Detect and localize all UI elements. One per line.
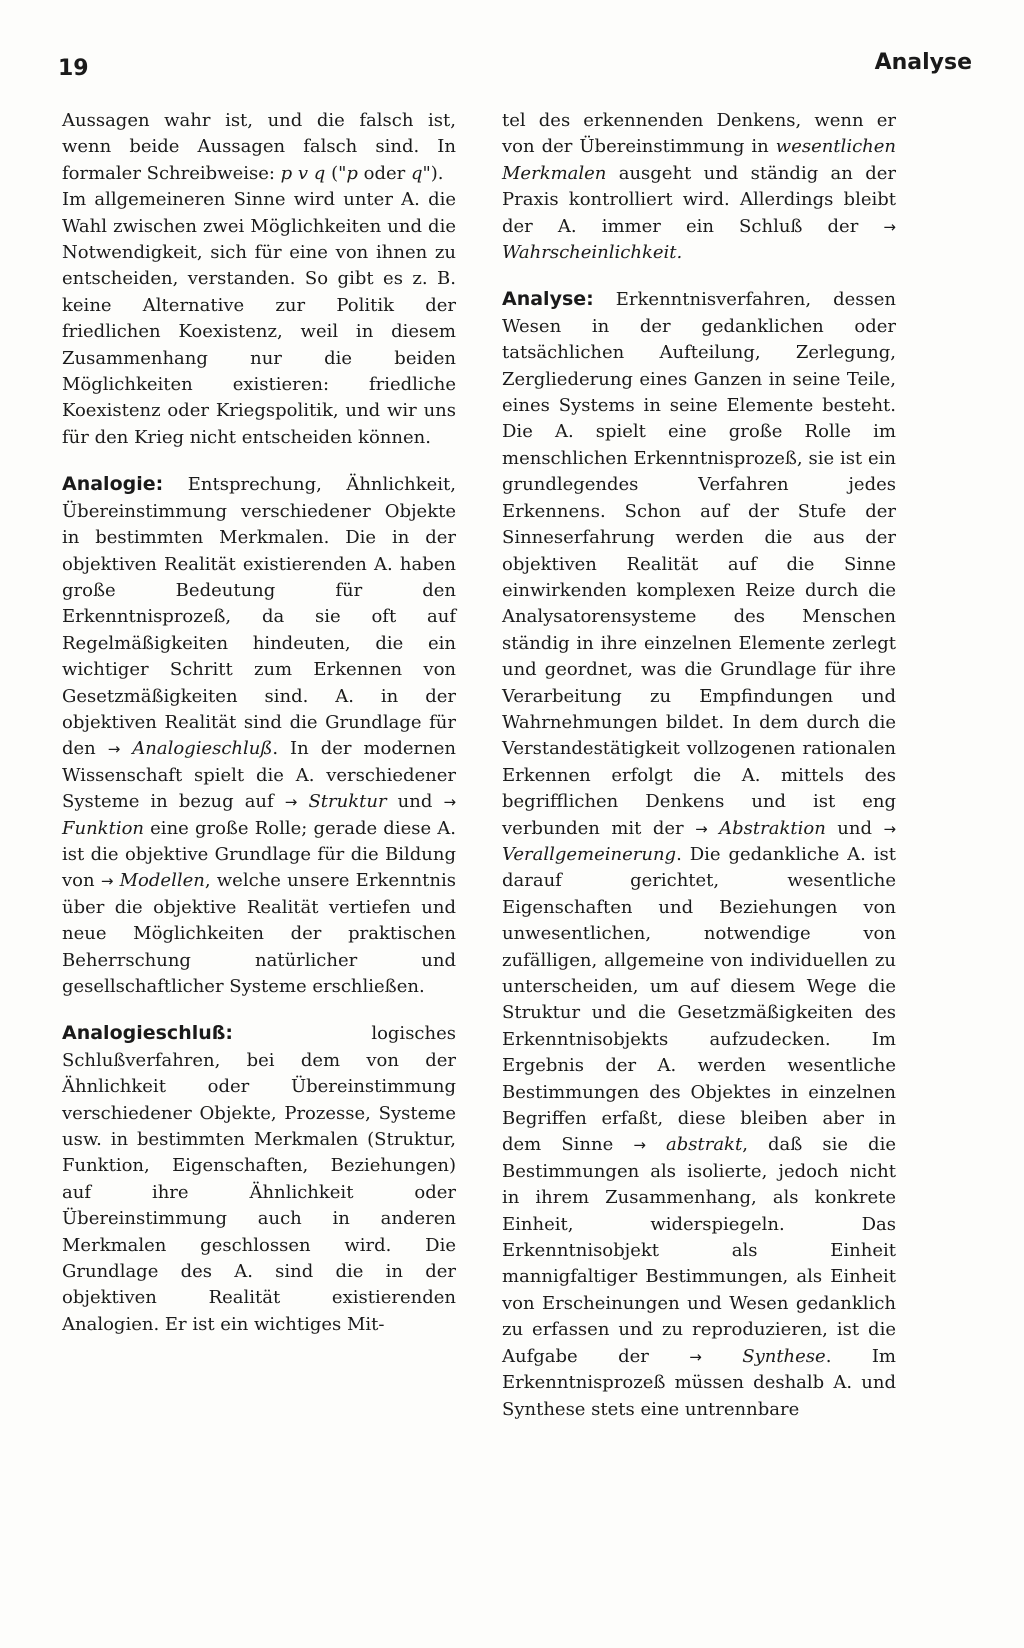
cross-reference-arrow-icon: → [883, 217, 896, 236]
entry-analogie [62, 471, 456, 1000]
cross-reference[interactable]: Abstraktion [719, 817, 826, 839]
cross-reference[interactable]: Verallgemeinerung [502, 843, 677, 865]
text-run: eine große Rolle; gerade diese A. ist die objektive Grundlage für die Bildung von [62, 817, 456, 892]
text-run: oder [357, 162, 411, 184]
cross-reference[interactable]: Struktur [308, 791, 387, 813]
text-run: , daß sie die Bestimmungen als isolierte, jedoch nicht in ihrem Zusammenhang, als konkrete Einheit, widerspiegeln. Das Erkenntnisobjekt als Einheit mannigfaltiger Bestimmungen, als Einheit von Erscheinungen und Wesen gedanklich zu erfassen und zu reproduzieren, ist die Aufgabe der [502, 1134, 896, 1367]
cross-reference[interactable]: Funktion [62, 817, 145, 839]
alternative-paragraph-2: Im allgemeineren Sinne wird unter A. die Wahl zwischen zwei Möglichkeiten und die Notwendigkeit, sich für eine von ihnen zu entscheiden, verstanden. So gibt es z. B. keine Alternative zur Politik der friedlichen Koexistenz, weil in diesem Zusammenhang nur die beiden Möglichkeiten existieren: friedliche Koexistenz oder Kriegspolitik, und wir uns für den Krieg nicht entscheiden können. [62, 189, 456, 448]
text-run: , welche unsere Erkenntnis über die objektive Realität vertiefen und neue Möglichkeiten der praktischen Beherrschung natürlicher und gesellschaftlicher Systeme erschließen. [62, 870, 456, 997]
cross-reference-arrow-icon: → [284, 793, 298, 812]
analogieschluss-continuation [502, 108, 896, 266]
headword-analogie: Analogie: [62, 473, 164, 496]
cross-reference-arrow-icon: → [443, 793, 457, 812]
text-run: und [386, 791, 444, 813]
text-run: . Im Erkenntnisprozeß müssen deshalb A. und Synthese stets eine untrennbare [502, 1345, 896, 1420]
cross-reference[interactable]: Synthese [742, 1345, 826, 1367]
text-run: tel des erkennenden Denkens, wenn er von der Übereinstimmung in [502, 110, 896, 158]
formula: p v q [280, 162, 326, 184]
cross-reference-arrow-icon: → [633, 1136, 646, 1155]
cross-reference[interactable]: Analogieschluß [132, 738, 273, 760]
text-run: Aussagen wahr ist, und die falsch ist, wenn beide Aussagen falsch sind. In formaler Schreibweise: [62, 110, 456, 184]
cross-reference-arrow-icon: → [883, 819, 897, 838]
text-run: und [825, 817, 884, 839]
alternative-continuation [62, 108, 456, 187]
entry-analogieschluss [62, 1020, 456, 1338]
right-column [502, 108, 896, 1423]
headword-analogieschluss: Analogieschluß: [62, 1022, 234, 1045]
text-run: Entsprechung, Ähnlichkeit, Übereinstimmung verschiedener Objekte in bestimmten Merkmalen. Die in der objektiven Realität existierenden A. haben große Bedeutung für den Erkenntnisprozeß, da sie oft auf Regelmäßigkeiten hindeuten, die ein wichtiger Schritt zum Erkennen von Gesetzmäßigkeiten sind. A. in der objektiven Realität sind die Grundlage für den [62, 474, 456, 760]
running-head: Analyse [874, 50, 972, 75]
cross-reference-arrow-icon: → [695, 819, 708, 838]
text-run: (" [325, 162, 347, 184]
cross-reference[interactable]: abstrakt [665, 1134, 743, 1156]
text-run: . Die gedankliche A. ist darauf gerichtet, wesentliche Eigenschaften und Beziehungen von unwesentlichen, notwendige von zufälligen, allgemeine von individuellen zu unterscheiden, um auf diesem Wege die Struktur und die Gesetzmäßigkeiten des Erkenntnisobjekts aufzudecken. Im Ergebnis der A. werden wesentliche Bestimmungen des Objektes in einzelnen Begriffen erfaßt, diese bleiben aber in dem Sinne [502, 843, 896, 1156]
text-run: . In der modernen Wissenschaft spielt die A. verschiedener Systeme in bezug auf [62, 738, 456, 813]
text-run: logisches Schlußverfahren, bei dem von der Ähnlichkeit oder Übereinstimmung verschiedener Objekte, Prozesse, Systeme usw. in bestimmten Merkmalen (Struktur, Funktion, Eigenschaften, Beziehungen) auf ihre Ähnlichkeit oder Übereinstimmung auch in anderen Merkmalen geschlossen wird. Die Grundlage des A. sind die in der objektiven Realität existierenden Analogien. Er ist ein wichtiges Mit- [62, 1023, 456, 1335]
cross-reference-arrow-icon: → [107, 740, 121, 759]
formula-variable: p [346, 162, 358, 184]
cross-reference[interactable]: Wahrscheinlichkeit. [502, 242, 683, 264]
page-number: 19 [58, 56, 89, 81]
headword-analyse: Analyse: [502, 288, 594, 311]
entry-analyse [502, 286, 896, 1422]
emphasis: wesentlichen Merkmalen [502, 136, 896, 184]
text-run: Erkenntnisverfahren, dessen Wesen in der gedanklichen oder tatsächlichen Aufteilung, Zerlegung, Zergliederung eines Ganzen in seine Teile, eines Systems in seine Elemente besteht. Die A. spielt eine große Rolle im menschlichen Erkenntnisprozeß, sie ist ein grundlegendes Verfahren jedes Erkennens. Schon auf der Stufe der Sinneserfahrung werden die aus der objektiven Realität auf die Sinne einwirkenden komplexen Reize durch die Analysatorensysteme des Menschen ständig in ihre einzelnen Elemente zerlegt und geordnet, was die Grundlage für ihre Verarbeitung zu Empfindungen und Wahrnehmungen bildet. In dem durch die Verstandestätigkeit vollzogenen rationalen Erkennen erfolgt die A. mittels des begrifflichen Denkens und ist eng verbunden mit der [502, 289, 896, 839]
cross-reference-arrow-icon: → [689, 1347, 702, 1366]
formula-variable: q [410, 162, 423, 184]
left-column [62, 108, 456, 1338]
text-run: "). [422, 162, 444, 184]
cross-reference-arrow-icon: → [100, 872, 114, 891]
cross-reference[interactable]: Modellen [119, 870, 205, 892]
text-run: ausgeht und ständig an der Praxis kontrolliert wird. Allerdings bleibt der A. immer ein Schluß der [502, 162, 896, 237]
